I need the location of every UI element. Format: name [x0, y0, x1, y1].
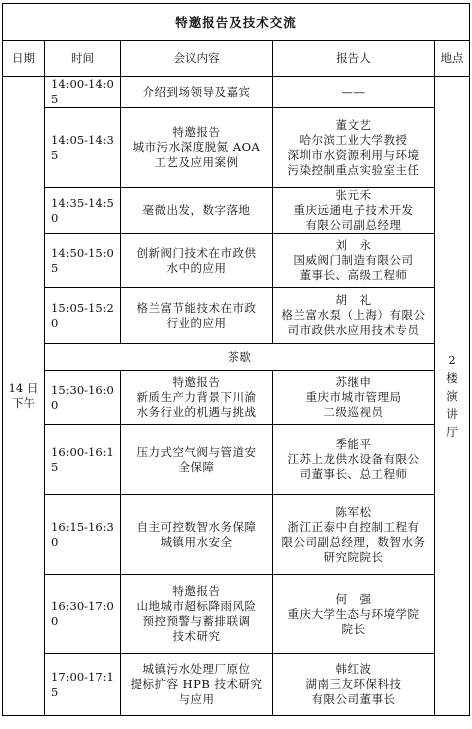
speaker-line: 深圳市水资源利用与环境 [287, 147, 420, 162]
content-line: 技术研究 [172, 629, 221, 643]
date-line: 下午 [12, 396, 35, 410]
speaker-line: 污染控制重点实验室主任 [287, 162, 420, 177]
speaker-cell [273, 188, 435, 234]
speaker-cell [273, 108, 435, 188]
content-line: 城镇用水安全 [160, 534, 233, 549]
schedule-row [3, 188, 470, 234]
speaker-cell [273, 77, 435, 108]
speaker-line: 刘 永 [335, 238, 372, 252]
header-content: 会议内容 [121, 41, 273, 77]
schedule-row [3, 654, 470, 716]
content-cell [121, 654, 273, 716]
venue-char: 厅 [446, 425, 458, 439]
table-title: 特邀报告及技术交流 [3, 4, 470, 41]
content-line: 创新阀门技术在市政供 [136, 245, 257, 260]
content-line: 介绍到场领导及嘉宾 [142, 84, 251, 99]
time-cell: 14:05-14:35 [45, 108, 121, 188]
speaker-line: 董事长、高级工程师 [299, 268, 408, 282]
content-line: 特邀报告 [172, 125, 221, 139]
schedule-row [3, 108, 470, 188]
speaker-line: 湖南三友环保科技 [305, 677, 402, 691]
time-cell: 14:35-14:50 [45, 188, 121, 234]
speaker-line: 重庆远通电子技术开发 [293, 203, 414, 217]
content-line: 山地城市超标降雨风险 [136, 599, 257, 613]
time-cell: 16:00-16:15 [45, 425, 121, 495]
speaker-line: 有限公司董事长 [311, 692, 396, 706]
schedule-row [3, 575, 470, 654]
content-line: 自主可控数智水务保障 [136, 519, 257, 534]
content-cell [121, 234, 273, 288]
schedule-table [2, 3, 470, 716]
speaker-line: 董文艺 [335, 117, 372, 132]
speaker-cell [273, 288, 435, 344]
speaker-line: —— [341, 84, 366, 99]
time-cell: 14:00-14:05 [45, 77, 121, 108]
date-line: 14 日 [8, 381, 39, 395]
speaker-line: 格兰富水泵（上海）有限公 [281, 308, 426, 322]
speaker-line: 院长 [341, 621, 366, 636]
speaker-line: 胡 礼 [335, 293, 372, 307]
content-line: 预控预警与蓄排联调 [142, 614, 251, 628]
schedule-row [3, 425, 470, 495]
content-line: 水中的应用 [166, 260, 227, 275]
speaker-line: 有限公司副总经理 [305, 218, 402, 232]
speaker-line: 限公司副总经理，数智水务 [281, 534, 426, 549]
time-cell: 16:15-16:30 [45, 495, 121, 575]
content-line: 水务行业的机遇与挑战 [136, 405, 257, 419]
speaker-cell [273, 654, 435, 716]
time-cell: 17:00-17:15 [45, 654, 121, 716]
header-speaker: 报告人 [273, 41, 435, 77]
speaker-cell [273, 425, 435, 495]
time-cell: 14:50-15:05 [45, 234, 121, 288]
content-line: 毫微出发，数字落地 [142, 203, 251, 217]
header-date: 日期 [3, 41, 45, 77]
speaker-line: 司市政供水应用技术专员 [287, 323, 420, 337]
content-cell [121, 575, 273, 654]
venue-char: 演 [446, 389, 458, 403]
schedule-row [3, 77, 470, 108]
speaker-line: 国威阀门制造有限公司 [293, 253, 414, 267]
speaker-line: 江苏上龙供水设备有限公 [287, 452, 420, 466]
speaker-line: 二级巡视员 [323, 405, 384, 419]
content-line: 新质生产力背景下川渝 [136, 390, 257, 404]
speaker-line: 司董事长、总工程师 [299, 467, 408, 481]
venue-cell [435, 77, 470, 716]
speaker-line: 哈尔滨工业大学教授 [299, 132, 408, 147]
speaker-cell [273, 495, 435, 575]
content-line: 提标扩容 HPB 技术研究 [130, 677, 263, 691]
content-cell [121, 425, 273, 495]
speaker-line: 季能平 [335, 437, 372, 451]
content-line: 工艺及应用案例 [154, 155, 239, 169]
content-cell [121, 77, 273, 108]
speaker-line: 浙江正泰中自控制工程有 [287, 519, 420, 534]
venue-char: 楼 [446, 371, 458, 385]
content-line: 特邀报告 [172, 375, 221, 389]
content-cell [121, 288, 273, 344]
content-line: 城镇污水处理厂原位 [142, 662, 251, 676]
speaker-cell [273, 371, 435, 425]
break-label: 茶歇 [45, 344, 435, 371]
venue-char: 2 [448, 353, 456, 367]
content-cell [121, 108, 273, 188]
date-cell [3, 77, 45, 716]
speaker-cell [273, 575, 435, 654]
content-line: 压力式空气阀与管道安 [136, 444, 257, 459]
speaker-line: 重庆大学生态与环境学院 [287, 606, 420, 621]
schedule-row [3, 234, 470, 288]
venue-char: 讲 [446, 407, 458, 421]
content-line: 行业的应用 [166, 315, 227, 330]
schedule-row [3, 495, 470, 575]
speaker-line: 陈军松 [335, 504, 372, 519]
content-line: 格兰富节能技术在市政 [136, 300, 257, 315]
speaker-line: 何 强 [335, 591, 372, 606]
speaker-line: 苏继申 [335, 375, 372, 389]
schedule-row [3, 371, 470, 425]
header-time: 时间 [45, 41, 121, 77]
content-cell [121, 188, 273, 234]
schedule-row [3, 288, 470, 344]
content-line: 全保障 [178, 459, 215, 474]
speaker-line: 张元禾 [335, 188, 372, 202]
time-cell: 15:30-16:00 [45, 371, 121, 425]
content-cell [121, 495, 273, 575]
speaker-line: 重庆市城市管理局 [305, 390, 402, 404]
time-cell: 15:05-15:20 [45, 288, 121, 344]
content-line: 城市污水深度脱氮 AOA [132, 140, 261, 154]
speaker-line: 韩红波 [335, 662, 372, 676]
content-line: 特邀报告 [172, 584, 221, 598]
break-row [3, 344, 470, 371]
time-cell: 16:30-17:00 [45, 575, 121, 654]
speaker-line: 研究院院长 [323, 549, 384, 564]
content-cell [121, 371, 273, 425]
content-line: 与应用 [178, 692, 215, 706]
header-venue: 地点 [435, 41, 470, 77]
speaker-cell [273, 234, 435, 288]
